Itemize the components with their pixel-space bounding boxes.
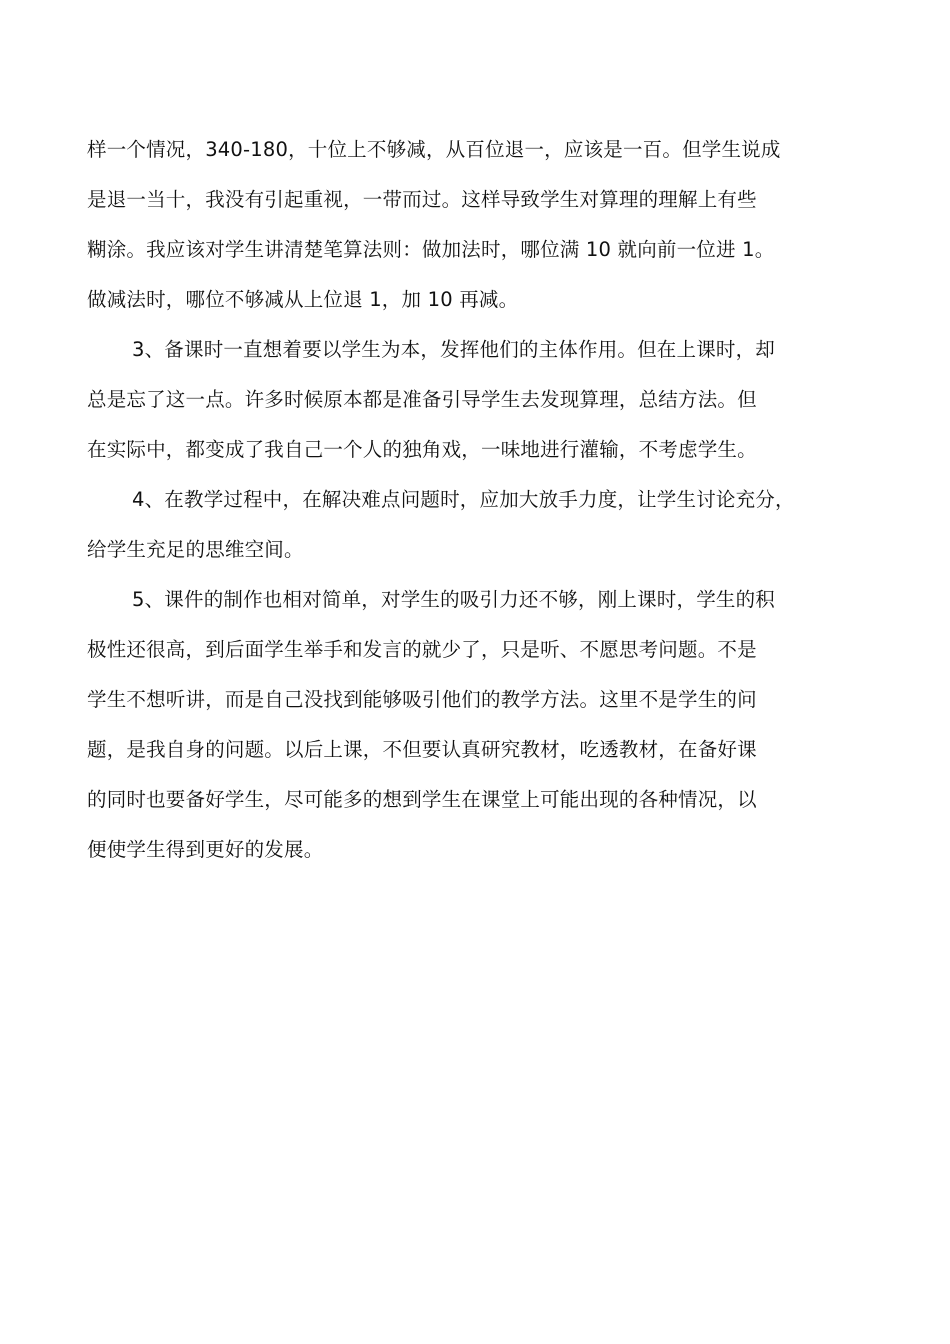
text-line: 样一个情况，340-180，十位上不够减，从百位退一，应该是一百。但学生说成 <box>87 138 781 161</box>
text-line: 糊涂。我应该对学生讲清楚笔算法则：做加法时，哪位满 10 就向前一位进 1。 <box>87 238 775 261</box>
text-line: 题，是我自身的问题。以后上课，不但要认真研究教材，吃透教材，在备好课 <box>87 738 757 761</box>
text-line: 便使学生得到更好的发展。 <box>87 838 324 861</box>
paragraph-4-first-line: 4、在教学过程中，在解决难点问题时，应加大放手力度，让学生讨论充分， <box>132 488 795 511</box>
text-line: 学生不想听讲，而是自己没找到能够吸引他们的教学方法。这里不是学生的问 <box>87 688 757 711</box>
text-line: 是退一当十，我没有引起重视，一带而过。这样导致学生对算理的理解上有些 <box>87 188 757 211</box>
text-line: 做减法时，哪位不够减从上位退 1，加 10 再减。 <box>87 288 519 311</box>
text-line: 极性还很高，到后面学生举手和发言的就少了，只是听、不愿思考问题。不是 <box>87 638 757 661</box>
text-line: 总是忘了这一点。许多时候原本都是准备引导学生去发现算理，总结方法。但 <box>87 388 757 411</box>
document-body <box>87 125 877 875</box>
text-line: 在实际中，都变成了我自己一个人的独角戏，一味地进行灌输，不考虑学生。 <box>87 438 757 461</box>
paragraph-3-first-line: 3、备课时一直想着要以学生为本，发挥他们的主体作用。但在上课时，却 <box>132 338 776 361</box>
text-line: 的同时也要备好学生，尽可能多的想到学生在课堂上可能出现的各种情况，以 <box>87 788 757 811</box>
paragraph-5-first-line: 5、课件的制作也相对简单，对学生的吸引力还不够，刚上课时，学生的积 <box>132 588 776 611</box>
text-line: 给学生充足的思维空间。 <box>87 538 304 561</box>
